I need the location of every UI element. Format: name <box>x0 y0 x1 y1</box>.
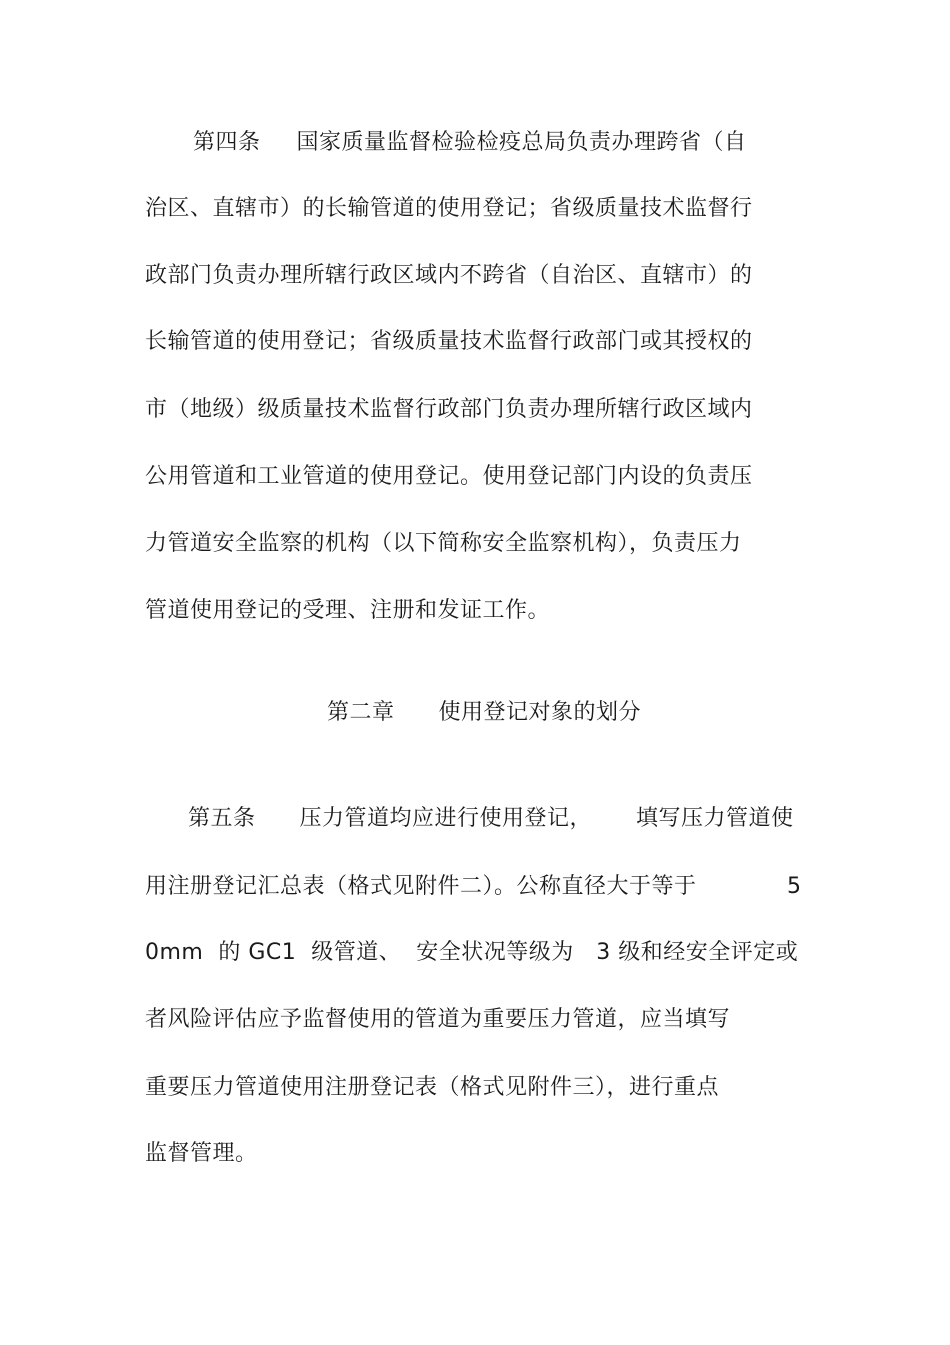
article4-line-5: 市（地级）级质量技术监督行政部门负责办理所辖行政区域内 <box>145 397 753 422</box>
article5-text-2a: 用注册登记汇总表（格式见附件二）。公称直径大于等于 <box>145 874 697 899</box>
article5-text-3c: GC1 <box>248 940 297 965</box>
article5-line-3 <box>145 938 798 968</box>
article5-line-1 <box>188 804 794 834</box>
article5-text-3g: 级和经安全评定或 <box>618 940 799 965</box>
article5-text-1a: 压力管道均应进行使用登记， <box>299 806 593 831</box>
article4-line-8: 管道使用登记的受理、注册和发证工作。 <box>145 598 551 623</box>
article4-line-7: 力管道安全监察的机构（以下简称安全监察机构），负责压力 <box>145 531 742 556</box>
article4-line-2: 治区、直辖市）的长输管道的使用登记；省级质量技术监督行 <box>145 196 753 221</box>
article4-line-1 <box>193 128 747 158</box>
article5-text-3e: 安全状况等级为 <box>416 940 574 965</box>
article5-line-4: 者风险评估应予监督使用的管道为重要压力管道，应当填写 <box>145 1007 731 1032</box>
article5-text-3a: 0mm <box>145 940 204 965</box>
article4-line-6: 公用管道和工业管道的使用登记。使用登记部门内设的负责压 <box>145 464 753 489</box>
article4-heading: 第四条 <box>193 130 261 155</box>
article5-line-5: 重要压力管道使用注册登记表（格式见附件三），进行重点 <box>145 1075 720 1100</box>
article4-line-3: 政部门负责办理所辖行政区域内不跨省（自治区、直辖市）的 <box>145 263 753 288</box>
article5-text-3b: 的 <box>218 940 241 965</box>
article5-line-2-number: 5 <box>787 874 802 899</box>
article5-line-2 <box>145 872 697 902</box>
article5-text-3f: 3 <box>596 940 611 965</box>
article5-text-1b: 填写压力管道使 <box>636 806 794 831</box>
article5-line-6: 监督管理。 <box>145 1141 258 1166</box>
chapter-number: 第二章 <box>327 700 395 725</box>
article4-text-1: 国家质量监督检验检疫总局负责办理跨省（自 <box>296 130 747 155</box>
chapter-title: 使用登记对象的划分 <box>438 700 642 725</box>
article5-text-3d: 级管道、 <box>311 940 402 965</box>
article5-heading: 第五条 <box>188 806 256 831</box>
article4-line-4: 长输管道的使用登记；省级质量技术监督行政部门或其授权的 <box>145 329 753 354</box>
chapter-heading <box>327 698 641 728</box>
